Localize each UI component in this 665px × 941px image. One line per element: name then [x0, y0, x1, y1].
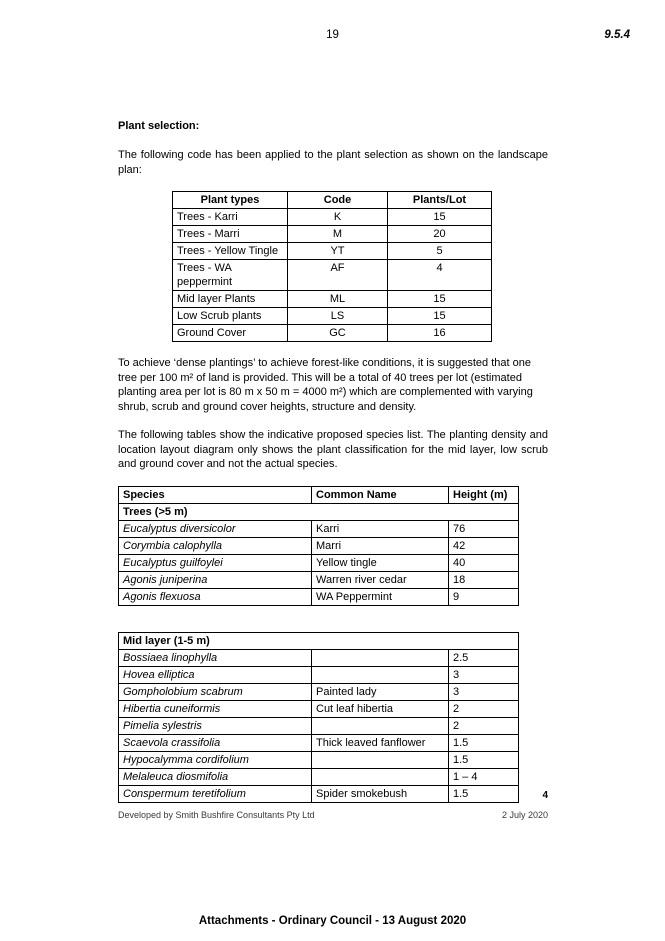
cell-plant-type: Trees - Marri — [173, 226, 288, 243]
cell-species: Gompholobium scabrum — [119, 683, 312, 700]
cell-species: Bossiaea linophylla — [119, 649, 312, 666]
cell-plant-type: Ground Cover — [173, 325, 288, 342]
table-group-row — [119, 503, 519, 520]
density-paragraph: To achieve ‘dense plantings’ to achieve forest-like conditions, it is suggested that one tree per 100 m² of land is provided. This will be a total of 40 trees per lot (estimated planting area per lot is 80 m x 50 m = 4000 m²) which are complemented with varying shrub, scrub and ground cover heights, structure and density. — [118, 357, 533, 413]
table-row — [119, 588, 519, 605]
cell-height: 3 — [449, 683, 519, 700]
table-row — [119, 554, 519, 571]
column-header-species: Species — [119, 486, 312, 503]
cell-species: Eucalyptus diversicolor — [119, 520, 312, 537]
table-header-row — [173, 192, 492, 209]
table-header-row — [119, 486, 519, 503]
cell-height: 2 — [449, 717, 519, 734]
header-page-number: 19 — [326, 29, 339, 41]
cell-species: Corymbia calophylla — [119, 537, 312, 554]
table-row — [173, 308, 492, 325]
cell-species: Hypocalymma cordifolium — [119, 751, 312, 768]
footer-date: 2 July 2020 — [501, 810, 548, 820]
header-agenda-reference: 9.5.4 — [604, 29, 630, 41]
cell-common-name — [312, 649, 449, 666]
cell-species: Agonis juniperina — [119, 571, 312, 588]
cell-common-name — [312, 666, 449, 683]
table-row — [173, 209, 492, 226]
cell-code: YT — [288, 243, 388, 260]
footer-prepared-by: Developed by Smith Bushfire Consultants Pty Ltd — [118, 810, 315, 820]
tables-intro-paragraph: The following tables show the indicative proposed species list. The planting density and location layout diagram only shows the plant classification for the mid layer, low scrub and ground cover and not the actual species. — [118, 429, 548, 470]
page-title: Plant selection: — [118, 120, 200, 132]
cell-species: Eucalyptus guilfoylei — [119, 554, 312, 571]
midlayer-species-table — [118, 632, 519, 803]
table-row — [173, 291, 492, 308]
cell-plants-per-lot: 4 — [388, 260, 492, 291]
column-header-plant-types: Plant types — [173, 192, 288, 209]
table-row — [119, 571, 519, 588]
trees-species-table — [118, 486, 519, 606]
cell-height: 1.5 — [449, 785, 519, 802]
cell-species: Hovea elliptica — [119, 666, 312, 683]
table-row — [119, 520, 519, 537]
table-row — [173, 260, 492, 291]
cell-height: 1.5 — [449, 734, 519, 751]
cell-height: 18 — [449, 571, 519, 588]
cell-code: ML — [288, 291, 388, 308]
cell-plants-per-lot: 20 — [388, 226, 492, 243]
cell-common-name — [312, 751, 449, 768]
table-row — [119, 734, 519, 751]
cell-plants-per-lot: 16 — [388, 325, 492, 342]
table-row — [119, 717, 519, 734]
attachment-banner: Attachments - Ordinary Council - 13 August 2020 — [198, 915, 467, 927]
cell-code: GC — [288, 325, 388, 342]
cell-height: 9 — [449, 588, 519, 605]
intro-paragraph: The following code has been applied to the plant selection as shown on the landscape plan: — [118, 149, 548, 176]
table-gap — [118, 606, 548, 628]
cell-common-name: Thick leaved fanflower — [312, 734, 449, 751]
plant-code-table — [172, 191, 492, 342]
cell-species: Conspermum teretifolium — [119, 785, 312, 802]
cell-plants-per-lot: 15 — [388, 209, 492, 226]
cell-code: LS — [288, 308, 388, 325]
cell-height: 40 — [449, 554, 519, 571]
table-row — [173, 243, 492, 260]
table-row — [119, 683, 519, 700]
table-row — [119, 785, 519, 802]
group-label-mid-layer: Mid layer (1-5 m) — [119, 632, 519, 649]
cell-species: Agonis flexuosa — [119, 588, 312, 605]
cell-height: 1 – 4 — [449, 768, 519, 785]
cell-common-name: Painted lady — [312, 683, 449, 700]
cell-height: 42 — [449, 537, 519, 554]
cell-common-name: Warren river cedar — [312, 571, 449, 588]
cell-common-name: Marri — [312, 537, 449, 554]
column-header-plants-per-lot: Plants/Lot — [388, 192, 492, 209]
table-row — [173, 325, 492, 342]
cell-common-name — [312, 768, 449, 785]
cell-plants-per-lot: 15 — [388, 308, 492, 325]
cell-species: Pimelia sylestris — [119, 717, 312, 734]
cell-plants-per-lot: 5 — [388, 243, 492, 260]
cell-plant-type: Trees - WA peppermint — [173, 260, 288, 291]
cell-height: 1.5 — [449, 751, 519, 768]
table-row — [119, 666, 519, 683]
page-header — [0, 28, 665, 48]
table-row — [119, 751, 519, 768]
cell-species: Melaleuca diosmifolia — [119, 768, 312, 785]
footer-page-number: 4 — [542, 790, 548, 801]
cell-code: M — [288, 226, 388, 243]
cell-plant-type: Trees - Karri — [173, 209, 288, 226]
cell-plant-type: Trees - Yellow Tingle — [173, 243, 288, 260]
column-header-common-name: Common Name — [312, 486, 449, 503]
group-label-trees: Trees (>5 m) — [119, 503, 519, 520]
cell-plants-per-lot: 15 — [388, 291, 492, 308]
column-header-code: Code — [288, 192, 388, 209]
cell-species: Hibertia cuneiformis — [119, 700, 312, 717]
cell-species: Scaevola crassifolia — [119, 734, 312, 751]
cell-plant-type: Mid layer Plants — [173, 291, 288, 308]
cell-plant-type: Low Scrub plants — [173, 308, 288, 325]
cell-height: 2 — [449, 700, 519, 717]
cell-common-name: WA Peppermint — [312, 588, 449, 605]
document-content — [118, 120, 548, 803]
table-group-row — [119, 632, 519, 649]
cell-height: 76 — [449, 520, 519, 537]
cell-common-name: Yellow tingle — [312, 554, 449, 571]
cell-code: AF — [288, 260, 388, 291]
cell-height: 3 — [449, 666, 519, 683]
table-row — [119, 649, 519, 666]
column-header-height: Height (m) — [449, 486, 519, 503]
cell-code: K — [288, 209, 388, 226]
table-row — [119, 768, 519, 785]
cell-height: 2.5 — [449, 649, 519, 666]
table-row — [173, 226, 492, 243]
table-row — [119, 537, 519, 554]
cell-common-name — [312, 717, 449, 734]
table-row — [119, 700, 519, 717]
cell-common-name: Spider smokebush — [312, 785, 449, 802]
cell-common-name: Cut leaf hibertia — [312, 700, 449, 717]
cell-common-name: Karri — [312, 520, 449, 537]
